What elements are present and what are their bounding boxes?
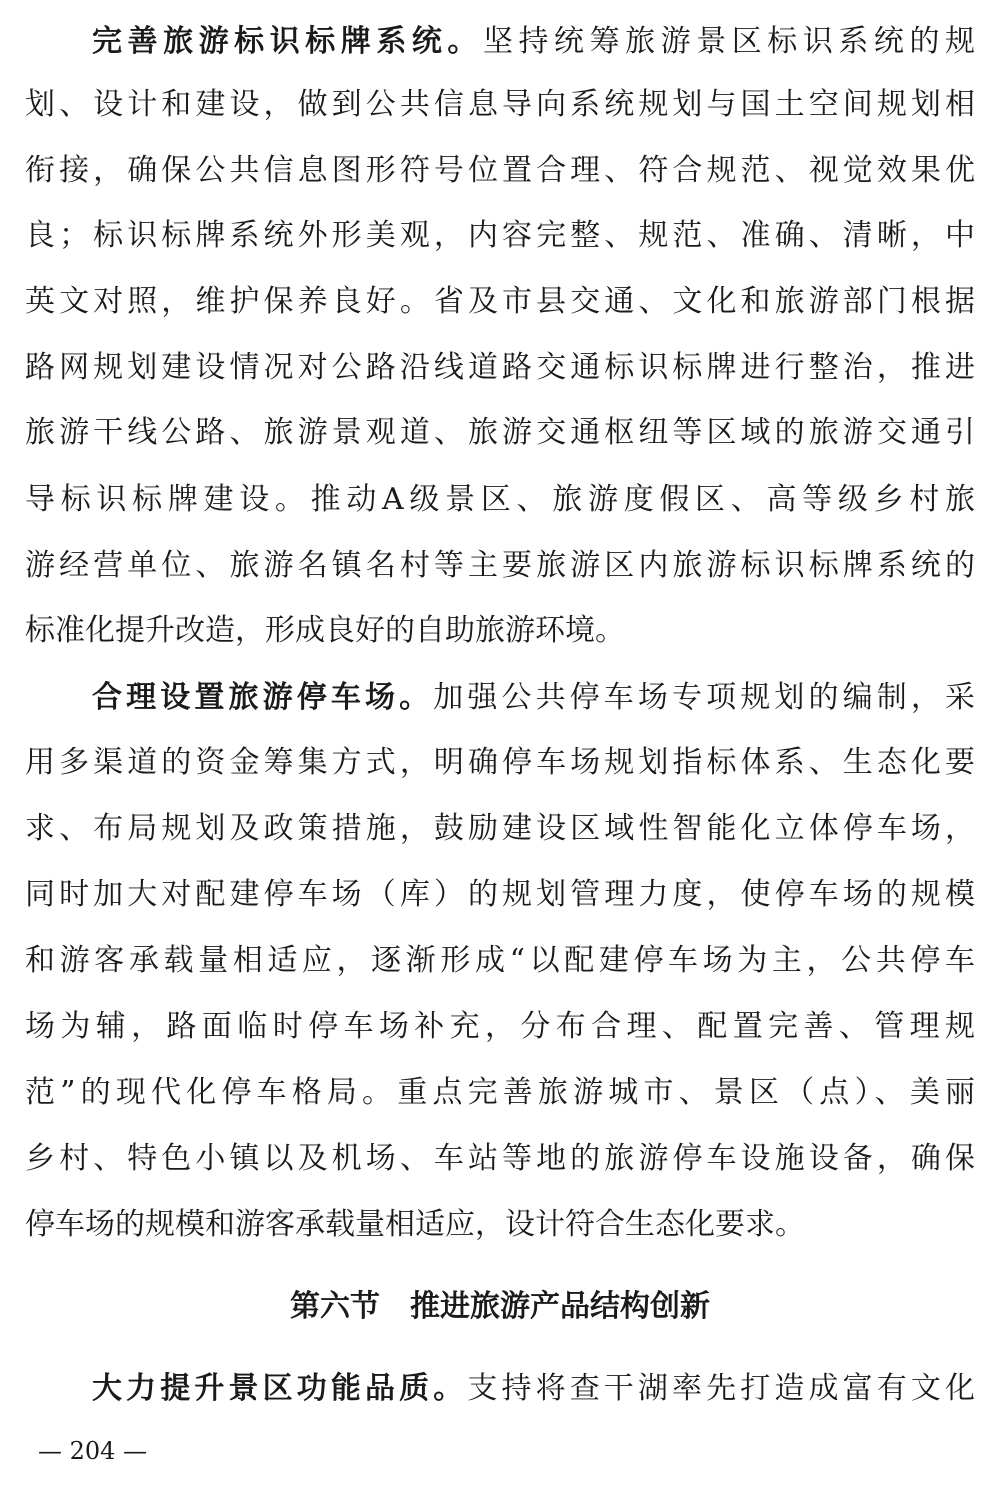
paragraph-1-line-5: 英文对照，维护保养良好。省及市县交通、文化和旅游部门根据 (25, 284, 975, 319)
paragraph-1-line-9: 游经营单位、旅游名镇名村等主要旅游区内旅游标识标牌系统的 (25, 548, 975, 583)
paragraph-2-line-9: 停车场的规模和游客承载量相适应，设计符合生态化要求。 (25, 1207, 805, 1242)
paragraph-1-line-6: 路网规划建设情况对公路沿线道路交通标识标牌进行整治，推进 (25, 350, 975, 385)
paragraph-3-lead: 大力提升景区功能品质。 (92, 1371, 468, 1406)
paragraph-2-line-1 (92, 678, 975, 718)
paragraph-2-line-2: 用多渠道的资金筹集方式，明确停车场规划指标体系、生态化要 (25, 745, 975, 780)
paragraph-2-line-4: 同时加大对配建停车场（库）的规划管理力度，使停车场的规模 (25, 877, 975, 912)
page-number: — 204 — (38, 1437, 148, 1465)
paragraph-3-line-1-text: 支持将查干湖率先打造成富有文化 (467, 1371, 975, 1406)
paragraph-1-line-10: 标准化提升改造，形成良好的自助旅游环境。 (25, 613, 625, 648)
paragraph-1-line-8: 导标识标牌建设。推动A级景区、旅游度假区、高等级乡村旅 (25, 482, 975, 517)
paragraph-1-line-3: 衔接，确保公共信息图形符号位置合理、符合规范、视觉效果优 (25, 153, 975, 188)
paragraph-2-line-7: 范”的现代化停车格局。重点完善旅游城市、景区（点）、美丽 (25, 1075, 975, 1110)
paragraph-2-line-1-text: 加强公共停车场专项规划的编制，采 (433, 680, 975, 715)
paragraph-2-line-8: 乡村、特色小镇以及机场、车站等地的旅游停车设施设备，确保 (25, 1141, 975, 1176)
paragraph-1-line-1 (92, 22, 975, 62)
paragraph-1-line-7: 旅游干线公路、旅游景观道、旅游交通枢纽等区域的旅游交通引 (25, 415, 975, 450)
section-heading: 第六节 推进旅游产品结构创新 (290, 1289, 710, 1324)
paragraph-2-lead: 合理设置旅游停车场。 (92, 680, 434, 715)
paragraph-1-line-1-text: 坚持统筹旅游景区标识系统的规 (482, 24, 975, 59)
paragraph-1-line-4: 良；标识标牌系统外形美观，内容完整、规范、准确、清晰，中 (25, 218, 975, 253)
paragraph-2-line-3: 求、布局规划及政策措施，鼓励建设区域性智能化立体停车场， (25, 811, 975, 846)
paragraph-2-line-5: 和游客承载量相适应，逐渐形成“以配建停车场为主，公共停车 (25, 943, 975, 978)
paragraph-3-line-1 (92, 1369, 975, 1409)
paragraph-1-line-2: 划、设计和建设，做到公共信息导向系统规划与国土空间规划相 (25, 87, 975, 122)
paragraph-2-line-6: 场为辅，路面临时停车场补充，分布合理、配置完善、管理规 (25, 1009, 975, 1044)
paragraph-1-lead: 完善旅游标识标牌系统。 (92, 24, 483, 59)
